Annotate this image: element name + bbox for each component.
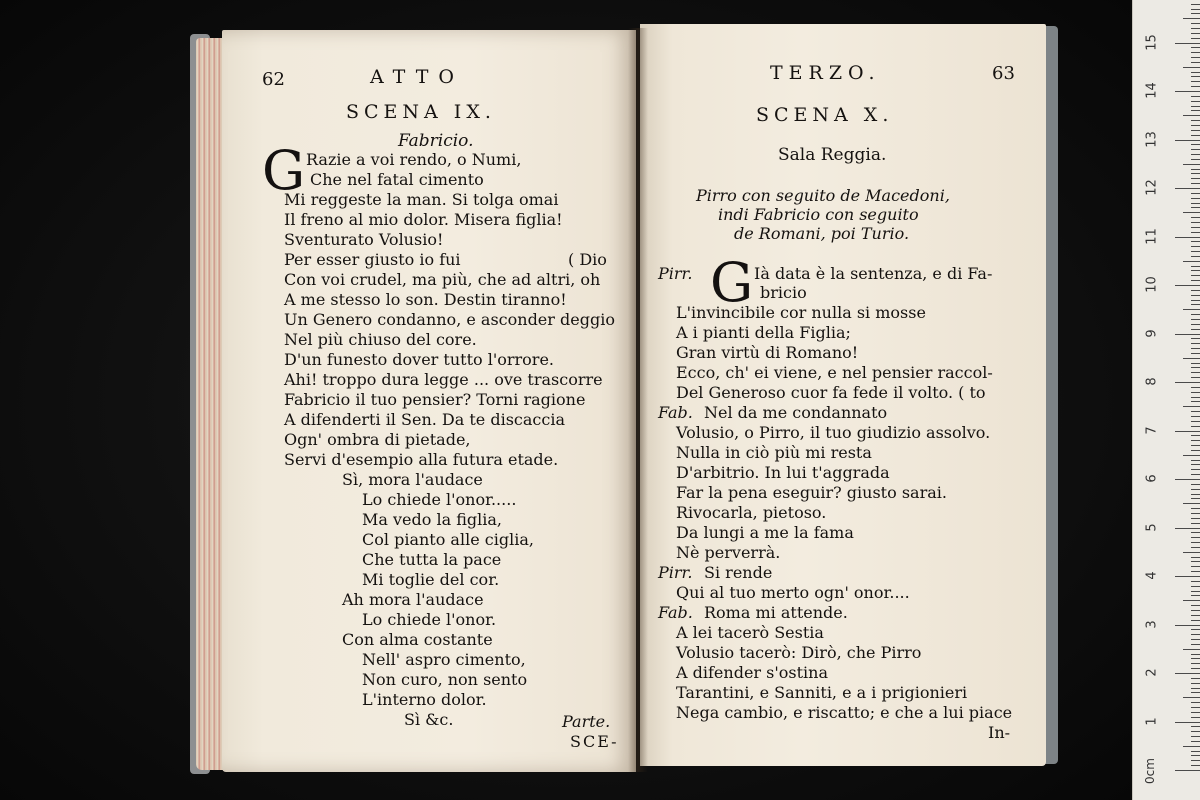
ruler-tick bbox=[1191, 241, 1200, 242]
ruler-tick bbox=[1191, 222, 1200, 223]
ruler-number: 5 bbox=[1144, 522, 1160, 532]
right-line: Si rende bbox=[704, 563, 773, 582]
ruler-tick bbox=[1175, 479, 1200, 480]
right-speaker-fabricio: Fab. bbox=[658, 403, 693, 422]
left-line: Ogn' ombra di pietade, bbox=[284, 430, 471, 449]
ruler-tick bbox=[1191, 469, 1200, 470]
ruler-tick bbox=[1191, 639, 1200, 640]
right-line: Da lungi a me la fama bbox=[676, 523, 854, 542]
ruler-tick bbox=[1191, 610, 1200, 611]
left-scene-heading: SCENA IX. bbox=[346, 101, 496, 123]
ruler-tick bbox=[1191, 169, 1200, 170]
ruler-tick bbox=[1191, 193, 1200, 194]
ruler-tick bbox=[1191, 295, 1200, 296]
ruler-tick bbox=[1191, 513, 1200, 514]
left-line: Che nel fatal cimento bbox=[310, 170, 484, 189]
ruler-tick bbox=[1191, 96, 1200, 97]
ruler-tick bbox=[1191, 561, 1200, 562]
ruler-tick bbox=[1175, 188, 1200, 189]
right-line: Qui al tuo merto ogn' onor.... bbox=[676, 583, 910, 602]
left-drop-cap: G bbox=[262, 139, 306, 202]
right-catchword: In- bbox=[988, 723, 1011, 742]
ruler-tick bbox=[1191, 300, 1200, 301]
right-line: Gran virtù di Romano! bbox=[676, 343, 859, 362]
ruler-number: 8 bbox=[1144, 377, 1160, 386]
ruler-tick bbox=[1191, 658, 1200, 659]
right-page bbox=[640, 24, 1046, 766]
ruler-number: 10 bbox=[1144, 276, 1160, 293]
right-line: Volusio, o Pirro, il tuo giudizio assolvo. bbox=[676, 423, 991, 442]
right-line: Ecco, ch' ei viene, e nel pensier raccol- bbox=[676, 363, 993, 382]
right-line: Nel da me condannato bbox=[704, 403, 888, 422]
left-speaker-fabricio: Fabricio. bbox=[398, 131, 474, 151]
left-line-turnover: ( Dio bbox=[568, 250, 607, 269]
ruler-tick bbox=[1183, 358, 1200, 359]
ruler-tick bbox=[1191, 755, 1200, 756]
ruler-number: 9 bbox=[1144, 328, 1160, 338]
ruler-tick bbox=[1191, 207, 1200, 208]
ruler-tick bbox=[1183, 164, 1200, 165]
ruler-tick bbox=[1191, 377, 1200, 378]
ruler-tick bbox=[1183, 503, 1200, 504]
ruler-tick bbox=[1191, 547, 1200, 548]
ruler-tick bbox=[1175, 91, 1200, 92]
ruler-number: 13 bbox=[1144, 130, 1160, 148]
ruler-tick bbox=[1191, 751, 1200, 752]
right-speaker-fabricio: Fab. bbox=[658, 603, 693, 622]
ruler-tick bbox=[1175, 43, 1200, 44]
ruler-tick bbox=[1191, 726, 1200, 727]
ruler-tick bbox=[1175, 334, 1200, 335]
left-aria-line: Lo chiede l'onor..... bbox=[362, 490, 517, 509]
ruler-tick bbox=[1191, 367, 1200, 368]
left-line: D'un funesto dover tutto l'orrore. bbox=[284, 350, 554, 369]
ruler-tick bbox=[1191, 445, 1200, 446]
ruler-tick bbox=[1191, 270, 1200, 271]
ruler-tick bbox=[1191, 130, 1200, 131]
ruler-tick bbox=[1183, 697, 1200, 698]
left-line: Il freno al mio dolor. Misera figlia! bbox=[284, 210, 563, 229]
left-line: Sventurato Volusio! bbox=[284, 230, 444, 249]
ruler-tick bbox=[1191, 605, 1200, 606]
right-speaker-pirro: Pirr. bbox=[658, 264, 693, 283]
left-aria-line: Sì, mora l'audace bbox=[342, 470, 483, 489]
ruler-tick bbox=[1191, 338, 1200, 339]
ruler-tick bbox=[1175, 770, 1200, 771]
ruler-tick bbox=[1191, 387, 1200, 388]
ruler-tick bbox=[1191, 120, 1200, 121]
right-stage-direction: Pirro con seguito de Macedoni, bbox=[696, 186, 950, 205]
ruler-tick bbox=[1191, 348, 1200, 349]
ruler-tick bbox=[1175, 722, 1200, 723]
ruler-tick bbox=[1191, 397, 1200, 398]
right-stage-direction: indi Fabricio con seguito bbox=[718, 205, 919, 224]
ruler-tick bbox=[1191, 256, 1200, 257]
left-exit-direction: Parte. bbox=[562, 712, 611, 731]
ruler-tick bbox=[1191, 435, 1200, 436]
ruler-tick bbox=[1191, 135, 1200, 136]
left-line: A me stesso lo son. Destin tiranno! bbox=[284, 290, 567, 309]
ruler-tick bbox=[1175, 237, 1200, 238]
ruler-tick bbox=[1191, 144, 1200, 145]
ruler-tick bbox=[1191, 518, 1200, 519]
ruler-tick bbox=[1191, 426, 1200, 427]
left-line: Nel più chiuso del core. bbox=[284, 330, 477, 349]
ruler-tick bbox=[1191, 198, 1200, 199]
ruler-tick bbox=[1191, 615, 1200, 616]
right-line: A lei tacerò Sestia bbox=[676, 623, 824, 642]
ruler-tick bbox=[1191, 498, 1200, 499]
right-line: Roma mi attende. bbox=[704, 603, 848, 622]
ruler-tick bbox=[1191, 110, 1200, 111]
left-aria-line: Lo chiede l'onor. bbox=[362, 610, 497, 629]
ruler-tick bbox=[1191, 678, 1200, 679]
left-line: Fabricio il tuo pensier? Torni ragione bbox=[284, 390, 586, 409]
right-line: A i pianti della Figlia; bbox=[676, 323, 851, 342]
ruler-tick bbox=[1183, 649, 1200, 650]
right-line: Nè perverrà. bbox=[676, 543, 781, 562]
ruler-tick bbox=[1191, 203, 1200, 204]
ruler-tick bbox=[1191, 38, 1200, 39]
right-line: A difender s'ostina bbox=[676, 663, 828, 682]
ruler-tick bbox=[1175, 528, 1200, 529]
ruler-tick bbox=[1183, 67, 1200, 68]
ruler-tick bbox=[1191, 760, 1200, 761]
ruler-tick bbox=[1191, 232, 1200, 233]
ruler-tick bbox=[1175, 625, 1200, 626]
ruler-tick bbox=[1175, 285, 1200, 286]
ruler-tick bbox=[1183, 455, 1200, 456]
ruler-tick bbox=[1191, 183, 1200, 184]
ruler-tick bbox=[1191, 76, 1200, 77]
ruler-tick bbox=[1191, 392, 1200, 393]
left-aria-line: L'interno dolor. bbox=[362, 690, 487, 709]
ruler-tick bbox=[1191, 304, 1200, 305]
left-line: Mi reggeste la man. Si tolga omai bbox=[284, 190, 559, 209]
ruler-tick bbox=[1191, 566, 1200, 567]
right-setting: Sala Reggia. bbox=[778, 145, 887, 165]
ruler-tick bbox=[1191, 683, 1200, 684]
ruler-tick bbox=[1191, 736, 1200, 737]
left-catchword: SCE- bbox=[570, 732, 619, 751]
ruler-tick bbox=[1191, 173, 1200, 174]
left-running-head: ATTO bbox=[370, 66, 464, 88]
book-gutter-shadow bbox=[628, 28, 648, 772]
ruler-number: 7 bbox=[1144, 425, 1160, 435]
ruler-tick bbox=[1191, 227, 1200, 228]
ruler-tick bbox=[1191, 4, 1200, 5]
ruler-tick bbox=[1191, 634, 1200, 635]
left-line: A difenderti il Sen. Da te discaccia bbox=[284, 410, 565, 429]
measuring-ruler bbox=[1132, 0, 1200, 800]
left-aria-line: Che tutta la pace bbox=[362, 550, 502, 569]
ruler-tick bbox=[1191, 712, 1200, 713]
left-line: Servi d'esempio alla futura etade. bbox=[284, 450, 559, 469]
right-line: Del Generoso cuor fa fede il volto. ( to bbox=[676, 383, 986, 402]
ruler-tick bbox=[1191, 654, 1200, 655]
ruler-tick bbox=[1191, 464, 1200, 465]
ruler-tick bbox=[1191, 81, 1200, 82]
ruler-tick bbox=[1191, 494, 1200, 495]
right-line: Volusio tacerò: Dirò, che Pirro bbox=[676, 643, 922, 662]
left-page-number: 62 bbox=[262, 69, 285, 90]
ruler-number: 1 bbox=[1144, 716, 1160, 726]
left-aria-line: Con alma costante bbox=[342, 630, 493, 649]
ruler-tick bbox=[1191, 416, 1200, 417]
ruler-number: 2 bbox=[1144, 668, 1160, 677]
ruler-tick bbox=[1191, 668, 1200, 669]
ruler-tick bbox=[1191, 343, 1200, 344]
left-aria-line: Ah mora l'audace bbox=[342, 590, 484, 609]
ruler-tick bbox=[1191, 275, 1200, 276]
ruler-tick bbox=[1191, 266, 1200, 267]
ruler-tick bbox=[1191, 372, 1200, 373]
ruler-number: 15 bbox=[1144, 33, 1160, 51]
ruler-tick bbox=[1191, 450, 1200, 451]
ruler-tick bbox=[1191, 246, 1200, 247]
ruler-tick bbox=[1191, 13, 1200, 14]
ruler-tick bbox=[1183, 309, 1200, 310]
ruler-unit-label: 0cm bbox=[1142, 758, 1157, 784]
ruler-tick bbox=[1191, 217, 1200, 218]
left-line: Ahi! troppo dura legge ... ove trascorre bbox=[284, 370, 603, 389]
ruler-tick bbox=[1191, 508, 1200, 509]
ruler-tick bbox=[1191, 663, 1200, 664]
ruler-tick bbox=[1191, 9, 1200, 10]
ruler-tick bbox=[1191, 47, 1200, 48]
left-line: Per esser giusto io fui bbox=[284, 250, 461, 269]
left-line: Con voi crudel, ma più, che ad altri, oh bbox=[284, 270, 601, 289]
ruler-tick bbox=[1183, 406, 1200, 407]
ruler-tick bbox=[1191, 52, 1200, 53]
ruler-tick bbox=[1191, 251, 1200, 252]
ruler-tick bbox=[1191, 620, 1200, 621]
ruler-tick bbox=[1183, 18, 1200, 19]
ruler-tick bbox=[1191, 765, 1200, 766]
ruler-tick bbox=[1191, 23, 1200, 24]
right-stage-direction: de Romani, poi Turio. bbox=[734, 224, 910, 243]
ruler-tick bbox=[1191, 178, 1200, 179]
left-aria-line: Non curo, non sento bbox=[362, 670, 528, 689]
right-line: Nulla in ciò più mi resta bbox=[676, 443, 872, 462]
right-line: Far la pena eseguir? giusto sarai. bbox=[676, 483, 947, 502]
ruler-number: 3 bbox=[1144, 619, 1160, 629]
ruler-tick bbox=[1191, 692, 1200, 693]
right-line: bricio bbox=[760, 283, 807, 302]
ruler-tick bbox=[1191, 101, 1200, 102]
ruler-tick bbox=[1175, 140, 1200, 141]
left-page bbox=[222, 30, 636, 772]
ruler-tick bbox=[1183, 600, 1200, 601]
ruler-tick bbox=[1191, 542, 1200, 543]
ruler-tick bbox=[1191, 595, 1200, 596]
ruler-tick bbox=[1191, 28, 1200, 29]
ruler-tick bbox=[1191, 644, 1200, 645]
ruler-tick bbox=[1191, 629, 1200, 630]
ruler-tick bbox=[1191, 33, 1200, 34]
left-aria-line: Col pianto alle ciglia, bbox=[362, 530, 534, 549]
ruler-number: 4 bbox=[1144, 571, 1160, 580]
ruler-tick bbox=[1191, 62, 1200, 63]
left-line: Un Genero condanno, e asconder deggio bbox=[284, 310, 615, 329]
ruler-tick bbox=[1191, 290, 1200, 291]
ruler-tick bbox=[1191, 324, 1200, 325]
ruler-tick bbox=[1191, 586, 1200, 587]
ruler-tick bbox=[1191, 571, 1200, 572]
ruler-tick bbox=[1191, 460, 1200, 461]
right-drop-cap: G bbox=[710, 251, 754, 314]
ruler-tick bbox=[1191, 57, 1200, 58]
ruler-tick bbox=[1183, 115, 1200, 116]
ruler-tick bbox=[1183, 746, 1200, 747]
ruler-tick bbox=[1191, 440, 1200, 441]
ruler-tick bbox=[1191, 159, 1200, 160]
ruler-tick bbox=[1191, 557, 1200, 558]
ruler-tick bbox=[1191, 688, 1200, 689]
ruler-tick bbox=[1191, 581, 1200, 582]
left-aria-line: Mi toglie del cor. bbox=[362, 570, 500, 589]
right-scene-heading: SCENA X. bbox=[756, 104, 894, 126]
ruler-tick bbox=[1191, 537, 1200, 538]
ruler-tick bbox=[1191, 523, 1200, 524]
ruler-tick bbox=[1191, 484, 1200, 485]
ruler-tick bbox=[1191, 363, 1200, 364]
ruler-tick bbox=[1175, 382, 1200, 383]
ruler-tick bbox=[1191, 421, 1200, 422]
ruler-tick bbox=[1191, 125, 1200, 126]
ruler-tick bbox=[1175, 431, 1200, 432]
ruler-tick bbox=[1183, 261, 1200, 262]
right-running-head: TERZO. bbox=[770, 62, 881, 84]
right-line: Rivocarla, pietoso. bbox=[676, 503, 827, 522]
ruler-number: 12 bbox=[1144, 179, 1160, 196]
right-line: Ià data è la sentenza, e di Fa- bbox=[754, 264, 993, 283]
ruler-tick bbox=[1191, 707, 1200, 708]
ruler-tick bbox=[1191, 532, 1200, 533]
ruler-number: 11 bbox=[1144, 227, 1160, 245]
ruler-tick bbox=[1175, 673, 1200, 674]
ruler-tick bbox=[1191, 401, 1200, 402]
ruler-tick bbox=[1183, 552, 1200, 553]
ruler-tick bbox=[1191, 474, 1200, 475]
ruler-tick bbox=[1183, 212, 1200, 213]
ruler-tick bbox=[1191, 149, 1200, 150]
ruler-tick bbox=[1191, 86, 1200, 87]
right-line: L'invincibile cor nulla si mosse bbox=[676, 303, 926, 322]
right-page-number: 63 bbox=[992, 63, 1015, 84]
ruler-tick bbox=[1175, 576, 1200, 577]
ruler-tick bbox=[1191, 717, 1200, 718]
ruler-tick bbox=[1191, 314, 1200, 315]
ruler-number: 6 bbox=[1144, 474, 1160, 483]
ruler-tick bbox=[1191, 411, 1200, 412]
ruler-tick bbox=[1191, 489, 1200, 490]
ruler-tick bbox=[1191, 72, 1200, 73]
left-aria-line: Nell' aspro cimento, bbox=[362, 650, 526, 669]
ruler-tick bbox=[1191, 731, 1200, 732]
ruler-tick bbox=[1191, 319, 1200, 320]
ruler-tick bbox=[1191, 353, 1200, 354]
right-line: Nega cambio, e riscatto; e che a lui piace bbox=[676, 703, 1013, 722]
ruler-tick bbox=[1191, 702, 1200, 703]
left-line: Razie a voi rendo, o Numi, bbox=[306, 150, 522, 169]
ruler-tick bbox=[1191, 106, 1200, 107]
right-speaker-pirro: Pirr. bbox=[658, 563, 693, 582]
ruler-tick bbox=[1191, 741, 1200, 742]
right-line: Tarantini, e Sanniti, e a i prigionieri bbox=[676, 683, 968, 702]
left-aria-repeat: Sì &c. bbox=[404, 710, 454, 729]
ruler-tick bbox=[1191, 329, 1200, 330]
ruler-tick bbox=[1191, 154, 1200, 155]
ruler-tick bbox=[1191, 591, 1200, 592]
left-aria-line: Ma vedo la figlia, bbox=[362, 510, 502, 529]
ruler-tick bbox=[1191, 280, 1200, 281]
right-line: D'arbitrio. In lui t'aggrada bbox=[676, 463, 890, 482]
ruler-number: 14 bbox=[1144, 82, 1160, 99]
